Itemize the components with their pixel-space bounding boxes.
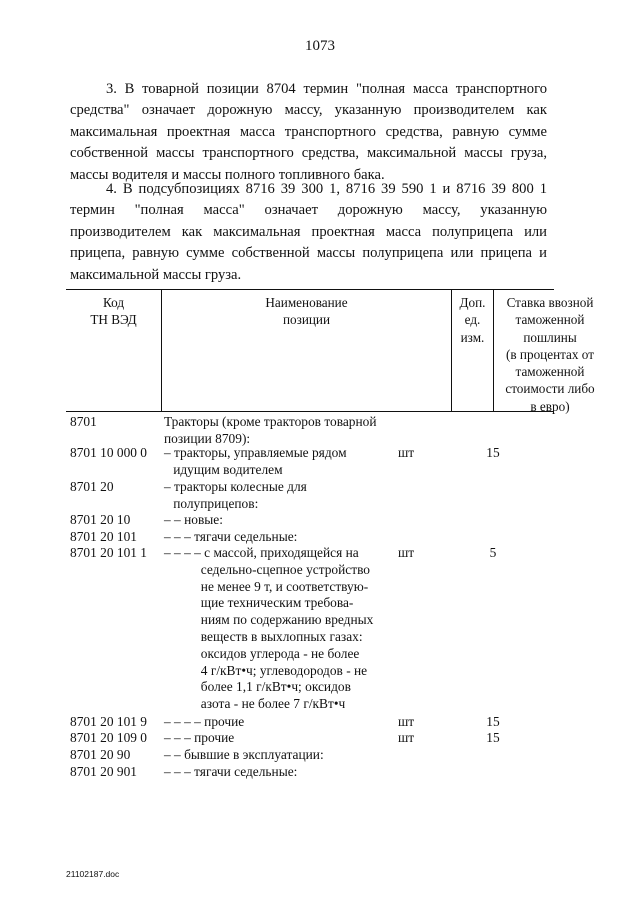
- row-name-line: щие техническим требова-: [200, 595, 354, 611]
- row-name-line: Тракторы (кроме тракторов товарной: [164, 414, 377, 429]
- row-name-line: азота - не более 7 г/кВт•ч: [200, 696, 346, 712]
- header-name-line: позиции: [282, 312, 331, 328]
- row-name: [70, 714, 380, 731]
- row-name: [70, 445, 380, 479]
- header-code-line: ТН ВЭД: [90, 312, 137, 328]
- footer-filename: 21102187.doc: [66, 869, 120, 879]
- row-code: 8701 20 10: [70, 512, 131, 527]
- row-name-line: – – – прочие: [164, 730, 235, 745]
- header-code-line: Код: [102, 295, 125, 310]
- column-divider: [493, 289, 494, 411]
- header-unit: [452, 294, 493, 346]
- row-name-line: – – новые:: [164, 512, 223, 527]
- row-name: [70, 529, 380, 546]
- page-number: 1073: [305, 38, 335, 54]
- header-name-line: Наименование: [265, 295, 348, 310]
- row-unit: шт: [398, 545, 415, 560]
- row-name: [70, 747, 380, 764]
- row-unit: шт: [398, 730, 415, 745]
- header-name: [162, 294, 451, 329]
- paragraph-line: производителем как максимальная проектная масса полуприцепа или: [70, 223, 547, 240]
- header-code: [66, 294, 161, 329]
- row-name-line: позиции 8709):: [164, 430, 251, 446]
- paragraph-4: [70, 179, 547, 286]
- row-name: [70, 512, 380, 529]
- row-rate: 15: [486, 445, 500, 460]
- row-name: [70, 414, 380, 448]
- row-name: [70, 730, 380, 747]
- row-rate: 15: [486, 714, 500, 729]
- header-rate-line: в евро): [530, 398, 570, 414]
- row-name-line: не менее 9 т, и соответствую-: [200, 578, 369, 594]
- row-code: 8701: [70, 414, 97, 429]
- row-name-line: полуприцепов:: [173, 495, 259, 511]
- paragraph-line: максимальная проектная масса транспортного средства, равную сумме: [70, 123, 547, 140]
- row-name-line: идущим водителем: [173, 461, 283, 477]
- header-rate-line: Ставка ввозной: [506, 295, 594, 310]
- row-name-line: – – бывшие в эксплуатации:: [164, 747, 324, 762]
- header-rate-line: стоимости либо: [505, 381, 595, 397]
- header-unit-line: ед.: [464, 312, 481, 328]
- header-rate-line: пошлины: [523, 329, 577, 345]
- row-name-line: – – – тягачи седельные:: [164, 529, 298, 544]
- row-unit: шт: [398, 714, 415, 729]
- row-name-line: веществ в выхлопных газах:: [200, 628, 363, 644]
- row-name-line: – тракторы колесные для: [164, 479, 307, 494]
- row-code: 8701 20 90: [70, 747, 131, 762]
- row-name-line: – – – – с массой, приходящейся на: [164, 545, 359, 560]
- paragraph-line: массы водителя и массы полного топливного бака.: [70, 166, 385, 183]
- row-name-line: – – – тягачи седельные:: [164, 764, 298, 779]
- paragraph-line: собственной массы транспортного средства, максимальной массы груза,: [70, 145, 547, 162]
- paragraph-line: прицепа, равную сумме собственной массы полуприцепа или прицепа и: [70, 245, 547, 262]
- header-rate: [496, 294, 604, 415]
- paragraph-line: 3. В товарной позиции 8704 термин "полная масса транспортного: [106, 81, 547, 97]
- table-header-bottom-rule: [66, 411, 554, 412]
- header-unit-line: Доп.: [459, 295, 486, 310]
- row-name: [70, 545, 380, 713]
- row-code: 8701 20 101: [70, 529, 137, 544]
- row-code: 8701 20 101 1: [70, 545, 147, 560]
- row-name-line: ниям по содержанию вредных: [200, 612, 374, 628]
- row-code: 8701 10 000 0: [70, 445, 147, 460]
- row-name-line: 4 г/кВт•ч; углеводородов - не: [200, 662, 368, 678]
- paragraph-3: [70, 79, 547, 186]
- row-name-line: седельно-сцепное устройство: [200, 561, 371, 577]
- header-unit-line: изм.: [460, 329, 485, 345]
- row-rate: 15: [486, 730, 500, 745]
- row-name: [70, 764, 380, 781]
- paragraph-line: термин "полная масса" означает дорожную массу, указанную: [70, 202, 547, 219]
- table-top-rule: [66, 289, 554, 290]
- row-code: 8701 20 901: [70, 764, 137, 779]
- row-code: 8701 20: [70, 479, 114, 494]
- row-name-line: более 1,1 г/кВт•ч; оксидов: [200, 679, 351, 695]
- header-rate-line: таможенной: [515, 312, 585, 328]
- paragraph-line: 4. В подсубпозициях 8716 39 300 1, 8716 39 590 1 и 8716 39 800 1: [106, 181, 547, 197]
- header-rate-line: (в процентах от: [506, 346, 594, 362]
- paragraph-line: средства" означает дорожную массу, указанную производителем как: [70, 102, 547, 119]
- paragraph-line: максимальной массы груза.: [70, 266, 242, 283]
- row-unit: шт: [398, 445, 415, 460]
- row-name-line: оксидов углерода - не более: [200, 645, 360, 661]
- row-name-line: – – – – прочие: [164, 714, 245, 729]
- row-code: 8701 20 109 0: [70, 730, 147, 745]
- row-code: 8701 20 101 9: [70, 714, 147, 729]
- row-name: [70, 479, 380, 513]
- row-rate: 5: [489, 545, 497, 560]
- row-name-line: – тракторы, управляемые рядом: [164, 445, 347, 460]
- header-rate-line: таможенной: [515, 364, 585, 380]
